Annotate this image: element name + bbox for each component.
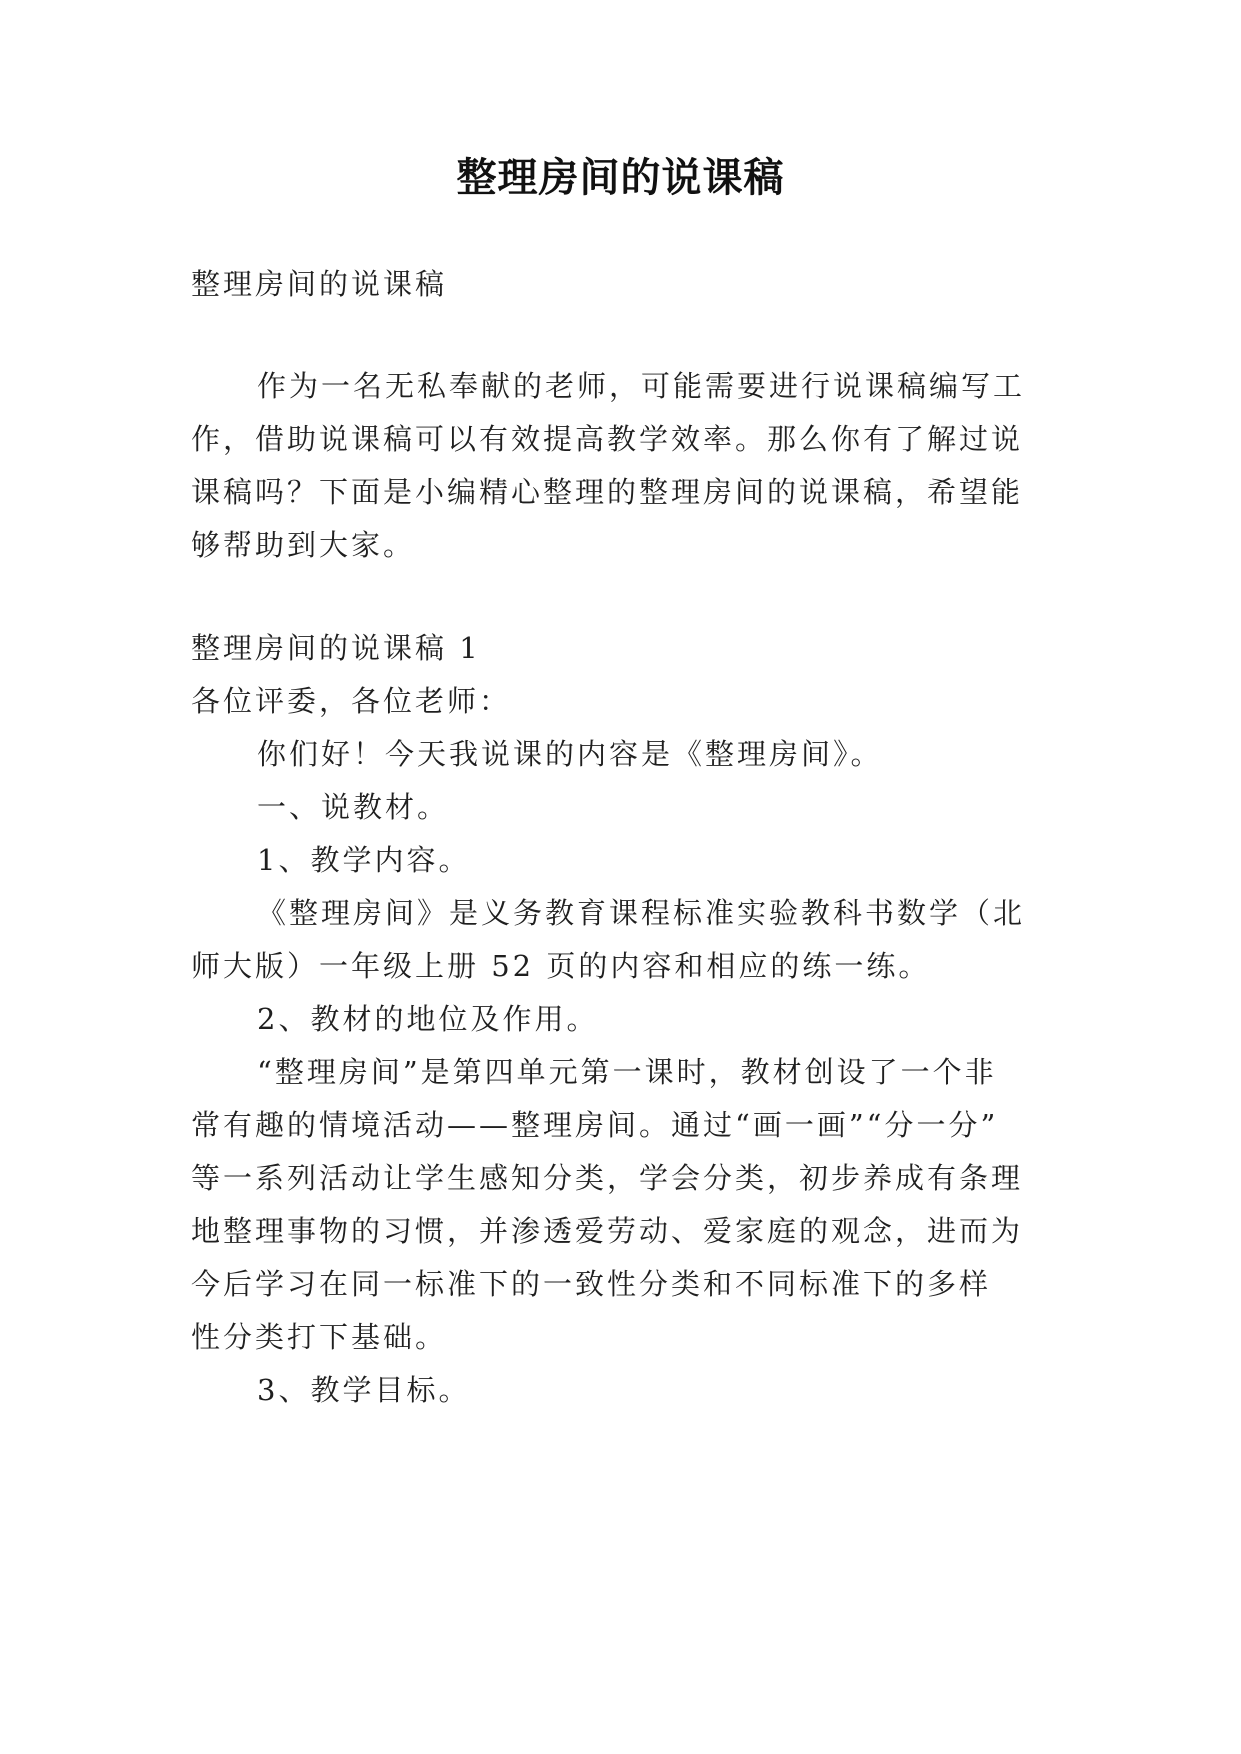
item-1-line-2: 师大版）一年级上册 52 页的内容和相应的练一练。 [191,949,931,983]
item-2-line-4: 地整理事物的习惯，并渗透爱劳动、爱家庭的观念，进而为 [191,1214,1024,1248]
part-one-heading: 一、说教材。 [257,790,450,824]
intro-line-3: 课稿吗？下面是小编精心整理的整理房间的说课稿，希望能 [191,475,1024,509]
item-2-line-1: “整理房间”是第四单元第一课时，教材创设了一个非 [257,1055,997,1089]
item-2-line-2: 常有趣的情境活动——整理房间。通过“画一画”“分一分” [191,1108,999,1142]
section-heading: 整理房间的说课稿 1 [191,631,481,665]
item-2-heading: 2、教材的地位及作用。 [257,1002,599,1036]
document-title: 整理房间的说课稿 [456,154,785,201]
item-2-line-6: 性分类打下基础。 [191,1320,448,1354]
intro-line-2: 作，借助说课稿可以有效提高教学效率。那么你有了解过说 [191,422,1024,456]
subtitle: 整理房间的说课稿 [191,267,448,301]
greeting: 你们好！今天我说课的内容是《整理房间》。 [257,737,883,771]
item-1-heading: 1、教学内容。 [257,843,471,877]
item-2-line-3: 等一系列活动让学生感知分类，学会分类，初步养成有条理 [191,1161,1024,1195]
intro-line-1: 作为一名无私奉献的老师，可能需要进行说课稿编写工 [257,369,1026,403]
salutation: 各位评委，各位老师： [191,684,512,718]
item-1-line-1: 《整理房间》是义务教育课程标准实验教科书数学（北 [257,896,1026,930]
intro-line-4: 够帮助到大家。 [191,528,416,562]
item-2-line-5: 今后学习在同一标准下的一致性分类和不同标准下的多样 [191,1267,992,1301]
item-3-heading: 3、教学目标。 [257,1373,471,1407]
